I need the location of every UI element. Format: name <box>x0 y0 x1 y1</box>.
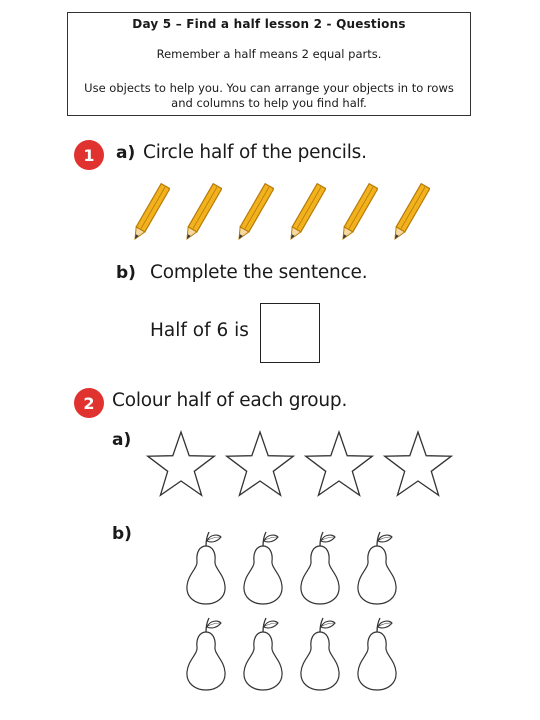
star-icon[interactable] <box>303 428 375 500</box>
question-2-badge: 2 <box>74 388 104 418</box>
instruction-line-2: Use objects to help you. You can arrange your objects in to rows and columns to help you find half. <box>84 81 454 110</box>
pencil-icon[interactable] <box>182 180 222 246</box>
pencil-icon[interactable] <box>338 180 378 246</box>
pear-icon[interactable] <box>180 614 232 692</box>
page-title: Day 5 – Find a half lesson 2 - Questions <box>132 17 406 31</box>
instructions-box <box>67 12 471 116</box>
pear-group[interactable] <box>180 528 410 694</box>
pear-icon[interactable] <box>351 614 403 692</box>
pear-icon[interactable] <box>237 614 289 692</box>
pear-icon[interactable] <box>294 614 346 692</box>
q2-part-a-label: a) <box>112 430 132 450</box>
pencil-icon[interactable] <box>390 180 430 246</box>
q1-part-b-text: Complete the sentence. <box>150 262 368 283</box>
q1-part-a-label: a) <box>116 143 136 163</box>
pencil-icon[interactable] <box>286 180 326 246</box>
q2-part-b-label: b) <box>112 524 132 544</box>
star-icon[interactable] <box>382 428 454 500</box>
star-icon[interactable] <box>145 428 217 500</box>
q1-part-b-label: b) <box>116 263 136 283</box>
star-icon[interactable] <box>224 428 296 500</box>
answer-box[interactable] <box>260 303 320 363</box>
star-group[interactable] <box>145 428 465 500</box>
question-1-badge: 1 <box>74 140 104 170</box>
pencil-icon[interactable] <box>130 180 170 246</box>
pencil-group[interactable] <box>130 180 470 248</box>
q1-part-a-text: Circle half of the pencils. <box>143 142 367 163</box>
q2-text: Colour half of each group. <box>112 390 348 411</box>
pencil-icon[interactable] <box>234 180 274 246</box>
pear-icon[interactable] <box>351 528 403 606</box>
pear-icon[interactable] <box>237 528 289 606</box>
pear-icon[interactable] <box>180 528 232 606</box>
half-of-6-sentence: Half of 6 is <box>150 320 249 341</box>
instruction-line-1: Remember a half means 2 equal parts. <box>156 47 382 61</box>
pear-icon[interactable] <box>294 528 346 606</box>
